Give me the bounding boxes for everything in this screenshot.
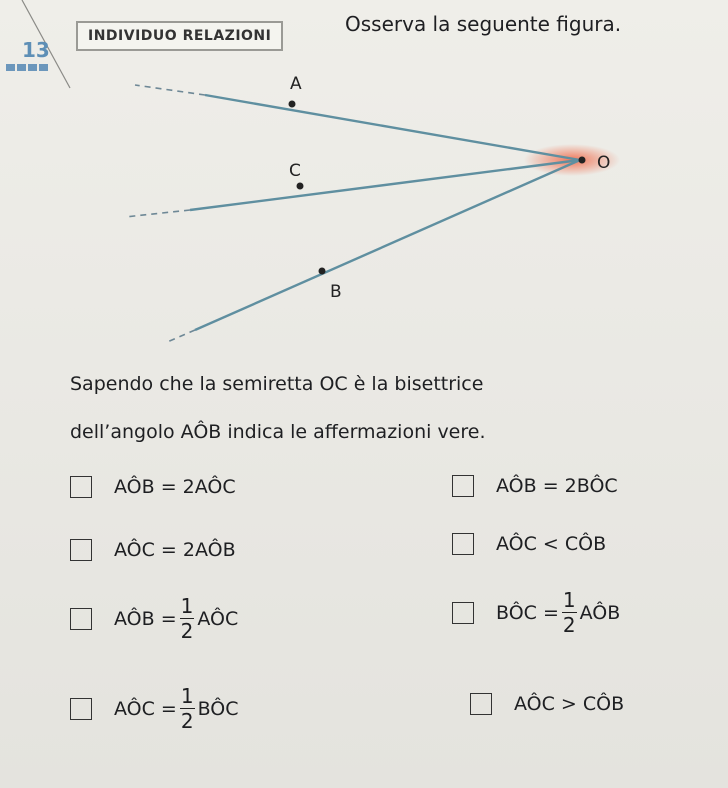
fraction-numerator: 1	[562, 588, 576, 612]
option-expression-right: BÔC	[197, 697, 239, 720]
problem-statement	[70, 360, 710, 456]
exercise-number: 13	[22, 38, 50, 62]
checkbox[interactable]	[452, 475, 474, 497]
option-expression-left: AÔB =	[114, 607, 177, 630]
label-B: B	[330, 282, 342, 302]
fraction	[180, 686, 195, 731]
option-expression: AÔC < CÔB	[496, 533, 607, 555]
ray-OB-dashed	[165, 330, 195, 343]
checkbox[interactable]	[70, 476, 92, 498]
fraction-numerator: 1	[180, 684, 194, 708]
option-expression: AÔC > CÔB	[514, 693, 625, 715]
label-A: A	[290, 74, 302, 94]
option-right-1[interactable]	[452, 475, 618, 497]
option-expression-left: BÔC =	[496, 601, 559, 624]
checkbox[interactable]	[470, 693, 492, 715]
point-O	[579, 157, 586, 164]
option-expression: AÔB = 2BÔC	[496, 475, 618, 497]
instruction-text: Osserva la seguente figura.	[345, 12, 622, 36]
option-expression-right: AÔC	[197, 607, 239, 630]
checkbox[interactable]	[452, 602, 474, 624]
checkbox[interactable]	[70, 539, 92, 561]
ray-OA	[205, 95, 580, 160]
option-expression-right: AÔB	[579, 601, 621, 624]
point-B	[319, 268, 326, 275]
statement-line-2: dell’angolo AÔB indica le affermazioni vere.	[70, 421, 486, 443]
option-left-2[interactable]	[70, 539, 236, 561]
category-tag: INDIVIDUO RELAZIONI	[76, 21, 283, 51]
ray-OC-dashed	[125, 210, 190, 217]
option-expression-left: AÔC =	[114, 697, 177, 720]
checkbox[interactable]	[452, 533, 474, 555]
fraction-numerator: 1	[180, 594, 194, 618]
option-expression: AÔB = 2AÔC	[114, 476, 236, 498]
checkbox[interactable]	[70, 608, 92, 630]
fraction-denominator: 2	[180, 709, 194, 733]
fraction	[180, 596, 195, 641]
option-left-3[interactable]	[70, 596, 238, 641]
option-right-2[interactable]	[452, 533, 606, 555]
option-expression: AÔC = 2AÔB	[114, 539, 236, 561]
option-left-4[interactable]	[70, 686, 239, 731]
statement-line-1: Sapendo che la semiretta OC è la bisettrice	[70, 373, 484, 395]
option-right-3[interactable]	[452, 590, 620, 635]
label-O: O	[597, 153, 611, 173]
label-C: C	[289, 161, 301, 181]
angle-figure	[0, 0, 728, 350]
option-right-4[interactable]	[470, 693, 624, 715]
ray-OA-dashed	[135, 85, 205, 95]
point-A	[289, 101, 296, 108]
fraction-denominator: 2	[562, 613, 576, 637]
fraction	[562, 590, 577, 635]
option-left-1[interactable]	[70, 476, 236, 498]
checkbox[interactable]	[70, 698, 92, 720]
fraction-denominator: 2	[180, 619, 194, 643]
point-C	[297, 183, 304, 190]
